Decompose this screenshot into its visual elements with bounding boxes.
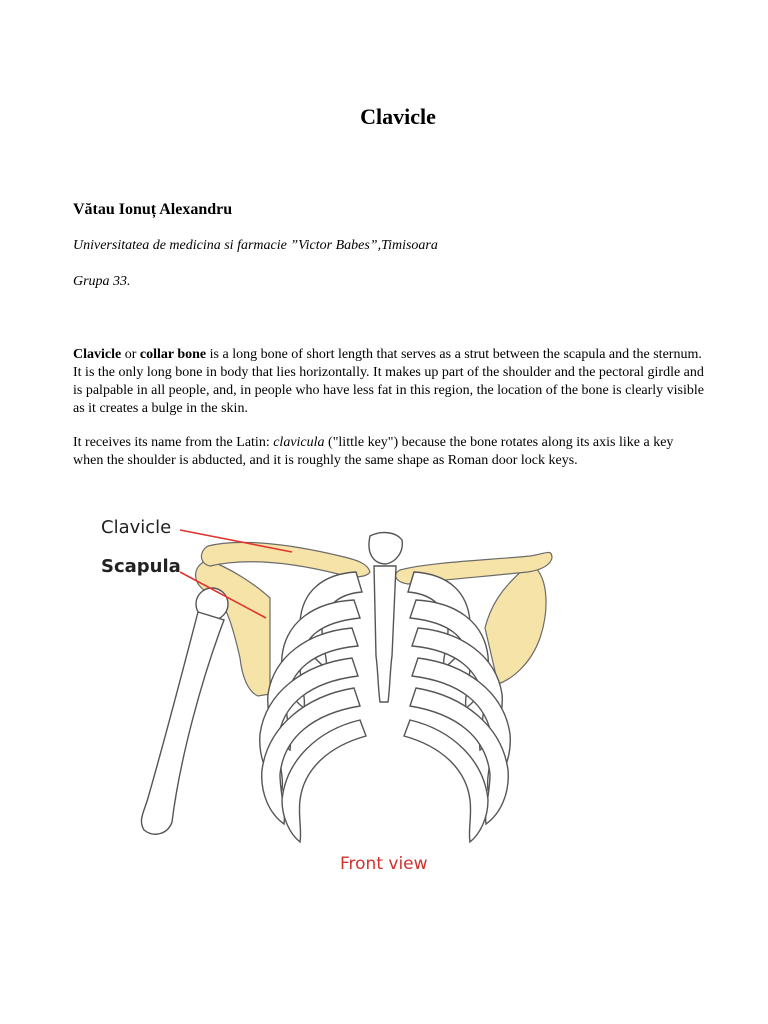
figure-caption: Front view: [340, 854, 428, 874]
anatomy-figure: [90, 508, 560, 900]
affiliation: Universitatea de medicina si farmacie ”Victor Babes”,Timisoara: [73, 238, 438, 253]
author-name: Vătau Ionuț Alexandru: [73, 201, 233, 218]
document-title: Clavicle: [360, 104, 436, 129]
humerus: [141, 588, 228, 834]
etymology-after: ("little key") because the bone rotates along its axis like a key when the shoulder is abducted, and it is roughly the same shape as Roman door lock keys.: [73, 435, 674, 468]
etymology-paragraph: [73, 434, 705, 470]
term-clavicle: Clavicle: [73, 347, 122, 362]
sternum: [369, 533, 402, 702]
intro-paragraph: [73, 346, 705, 418]
label-scapula: Scapula: [101, 556, 181, 577]
latin-term: clavicula: [273, 435, 325, 450]
group-number: Grupa 33.: [73, 274, 131, 289]
term-collar-bone: collar bone: [139, 347, 207, 362]
intro-text: is a long bone of short length that serves as a strut between the scapula and the sternum. It is the only long bone in body that lies horizontally. It makes up part of the shoulder and the pectoral girdle and is palpable in all people, and, in people who have less fat in this region, the location of the bone is clearly visible as it creates a bulge in the skin.: [73, 347, 704, 416]
scapula-right: [485, 564, 546, 684]
label-clavicle: Clavicle: [101, 517, 172, 538]
conjunction: or: [121, 347, 140, 362]
etymology-before: It receives its name from the Latin:: [73, 435, 274, 450]
